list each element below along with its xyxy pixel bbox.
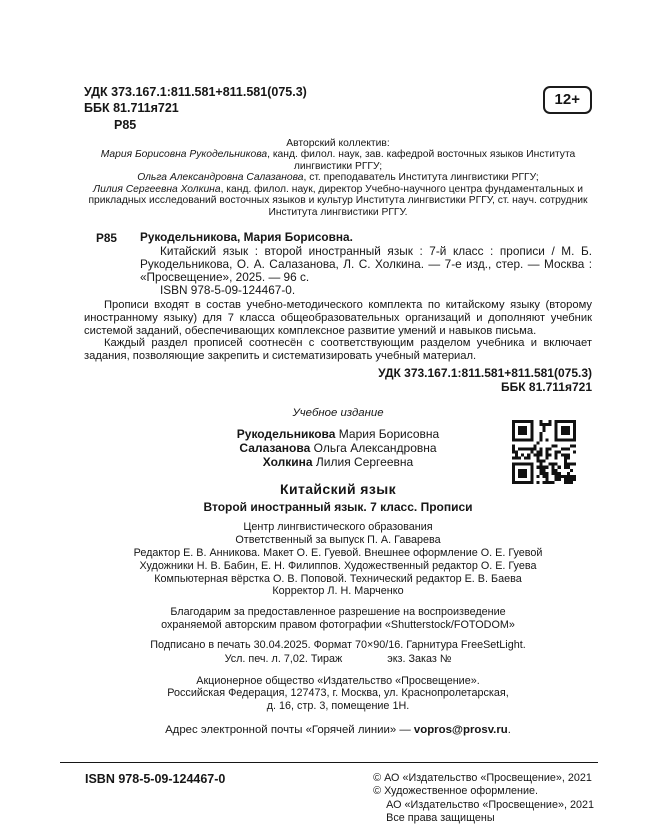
udk-code: УДК 373.167.1:811.581+811.581(075.3) [84,85,307,99]
bbk-code-right: ББК 81.711я721 [501,380,592,395]
print-info-line: Подписано в печать 30.04.2025. Формат 70×90/16. Гарнитура FreeSetLight. [150,639,526,652]
author-firstname: Лилия Сергеевна [312,454,414,469]
udk-code-right: УДК 373.167.1:811.581+811.581(075.3) [378,366,592,381]
copyright-line: АО «Издательство «Просвещение», 2021 [386,798,594,811]
author-surname: Рукодельникова [236,426,336,441]
publisher-block [84,675,592,712]
print-info-line: Усл. печ. л. 7,02. Тираж экз. Заказ № [224,652,452,665]
footer [60,762,598,826]
header-row [84,84,592,133]
catalog-card-code: Р85 [96,231,117,246]
credits-line: Редактор Е. В. Анникова. Макет О. Е. Гуевой. Внешнее оформление О. Е. Гуевой [133,546,543,559]
authors-team-block [84,138,592,219]
author-name: Ольга Александровна Салазанова [137,172,304,184]
annotation-paragraph: Прописи входят в состав учебно-методического комплекта по китайскому языку (второму иностранному языку) для 7 класса общеобразовательных организаций и дополняют учебник системой заданий, обеспечивающих комплексное развитие умений и навыков письма. [84,299,592,337]
catalog-card [84,231,592,297]
credits-line: Компьютерная вёрстка О. В. Поповой. Технический редактор Е. В. Баева [154,572,522,585]
book-title: Китайский язык [280,481,396,497]
qr-code [512,420,576,484]
classification-codes-right [84,366,592,394]
credits-line: Ответственный за выпуск П. А. Гаварева [235,533,441,546]
catalog-card-description: Китайский язык : второй иностранный язык : 7-й класс : прописи / М. Б. Рукодельникова, О. А. Салазанова, Л. С. Холкина. — 7-е изд., стер. — Москва : «Просвещение», 2025. — 96 с. [140,243,592,285]
credits-line: Корректор Л. Н. Марченко [272,585,404,598]
author-regalia: , канд. филол. наук, директор Учебно-научного центра фундаментальных и прикладных исследований восточных языков и культур Института лингвистики РГГУ, ст. науч. сотрудник Института лингвистики РГГУ. [88,183,588,218]
author-sign-code: Р85 [114,117,137,132]
authors-team-heading: Авторский коллектив: [286,137,390,149]
credits-line: Центр лингвистического образования [243,521,433,533]
author-name: Мария Борисовна Рукодельникова [100,149,268,161]
author-surname: Холкина [262,454,313,469]
catalog-card-author: Рукодельникова, Мария Борисовна. [140,230,353,245]
bbk-code: ББК 81.711я721 [84,101,179,116]
catalog-card-isbn: ISBN 978-5-09-124467-0. [160,283,296,298]
email-address: vopros@prosv.ru [413,724,508,737]
classification-codes [84,84,307,133]
authors-team-line [84,172,592,184]
authors-team-line [84,184,592,219]
author-firstname: Мария Борисовна [335,426,440,441]
annotation-paragraph: Каждый раздел прописей соотнесён с соответствующим разделом учебника и включает задания, позволяющие закрепить и систематизировать учебный материал. [84,337,592,362]
copyright-block [373,772,594,826]
print-info-block [84,639,592,666]
author-name: Лилия Сергеевна Холкина [93,183,221,195]
acknowledgement-text: Благодарим за предоставленное разрешение на воспроизведение охраняемой авторским правом фотографии «Shutterstock/FOTODOM» [161,606,515,631]
credits-line: Художники Н. В. Бабин, Е. Н. Филиппов. Художественный редактор О. Е. Гуева [139,559,537,572]
age-rating-badge: 12+ [543,86,592,114]
authors-team-line [84,149,592,172]
publisher-line: Российская Федерация, 127473, г. Москва, ул. Краснопролетарская, [167,687,509,700]
email-suffix: . [507,724,511,737]
author-regalia: , канд. филол. наук, зав. кафедрой восточных языков Института лингвистики РГГУ; [267,149,576,172]
publisher-line: Акционерное общество «Издательство «Просвещение». [196,675,480,688]
author-regalia: , ст. преподаватель Института лингвистики РГГУ; [303,172,539,184]
author-surname: Салазанова [239,440,311,455]
credits-block [84,522,592,598]
email-prefix: Адрес электронной почты «Горячей линии» — [165,724,414,737]
author-firstname: Ольга Александровна [310,440,437,455]
copyright-line: © Художественное оформление. [373,785,539,798]
isbn-footer: ISBN 978-5-09-124467-0 [85,772,226,786]
book-subtitle: Второй иностранный язык. 7 класс. Прописи [203,500,473,514]
hotline-email-line [84,724,592,736]
copyright-line: © АО «Издательство «Просвещение», 2021 [373,772,592,784]
copyright-line: Все права защищены [386,812,495,825]
publisher-line: д. 16, стр. 3, помещение 1Н. [266,699,410,712]
edition-type-label: Учебное издание [292,406,384,419]
annotation-block [84,299,592,362]
